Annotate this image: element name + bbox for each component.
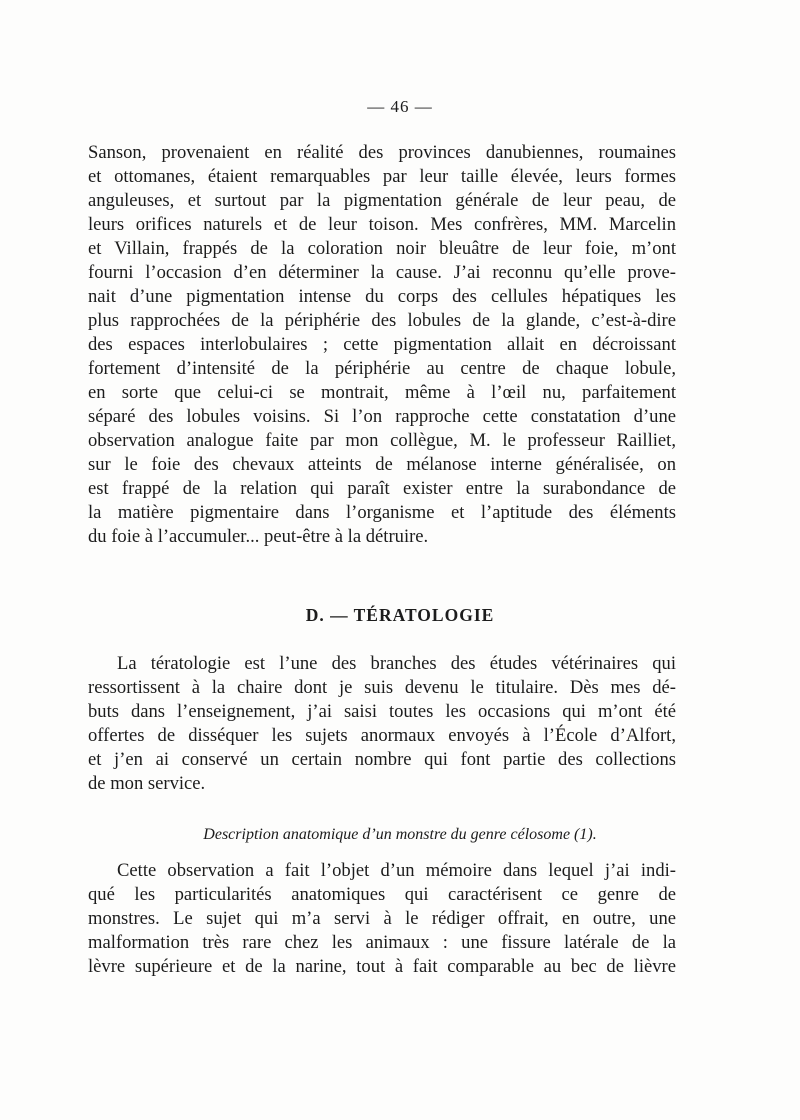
text-line: nait d’une pigmentation intense du corps des cellules hépatiques les [88, 286, 676, 307]
text-line: buts dans l’enseignement, j’ai saisi toutes les occasions qui m’ont été [88, 701, 676, 722]
section-heading: D. — TÉRATOLOGIE [305, 605, 495, 625]
page-number: — 46 — [367, 97, 433, 116]
text-line: anguleuses, et surtout par la pigmentation générale de leur peau, de [88, 190, 676, 211]
text-line: leurs orifices naturels et de leur toison. Mes confrères, MM. Marcelin [88, 214, 676, 235]
text-line: monstres. Le sujet qui m’a servi à le rédiger offrait, en outre, une [88, 908, 676, 929]
text-line: Cette observation a fait l’objet d’un mémoire dans lequel j’ai indi- [117, 860, 676, 881]
text-line: offertes de disséquer les sujets anormaux envoyés à l’École d’Alfort, [88, 725, 676, 746]
text-line: en sorte que celui-ci se montrait, même à l’œil nu, parfaitement [88, 382, 676, 403]
text-line: fortement d’intensité de la périphérie au centre de chaque lobule, [88, 358, 676, 379]
text-line: et ottomanes, étaient remarquables par leur taille élevée, leurs formes [88, 166, 676, 187]
text-line: lèvre supérieure et de la narine, tout à fait comparable au bec de lièvre [88, 956, 676, 977]
text-line: ressortissent à la chaire dont je suis devenu le titulaire. Dès mes dé- [88, 677, 676, 698]
text-line: observation analogue faite par mon collègue, M. le professeur Railliet, [88, 430, 676, 451]
text-line: qué les particularités anatomiques qui caractérisent ce genre de [88, 884, 676, 905]
text-line: du foie à l’accumuler... peut-être à la détruire. [88, 526, 429, 547]
subheading: Description anatomique d’un monstre du genre célosome (1). [203, 826, 597, 843]
text-line: séparé des lobules voisins. Si l’on rapproche cette constatation d’une [88, 406, 676, 427]
text-line: et Villain, frappés de la coloration noir bleuâtre de leur foie, m’ont [88, 238, 676, 259]
text-line: la matière pigmentaire dans l’organisme et l’aptitude des éléments [88, 502, 676, 523]
text-line: de mon service. [88, 773, 206, 794]
text-line: et j’en ai conservé un certain nombre qui font partie des collections [88, 749, 676, 770]
text-line: Sanson, provenaient en réalité des provinces danubiennes, roumaines [88, 142, 676, 163]
text-line: sur le foie des chevaux atteints de mélanose interne généralisée, on [88, 454, 676, 475]
text-line: malformation très rare chez les animaux : une fissure latérale de la [88, 932, 676, 953]
text-line: est frappé de la relation qui paraît exister entre la surabondance de [88, 478, 676, 499]
text-line: plus rapprochées de la périphérie des lobules de la glande, c’est-à-dire [88, 310, 676, 331]
text-line: La tératologie est l’une des branches des études vétérinaires qui [117, 653, 676, 674]
text-line: des espaces interlobulaires ; cette pigmentation allait en décroissant [88, 334, 676, 355]
text-line: fourni l’occasion d’en déterminer la cause. J’ai reconnu qu’elle prove- [88, 262, 676, 283]
